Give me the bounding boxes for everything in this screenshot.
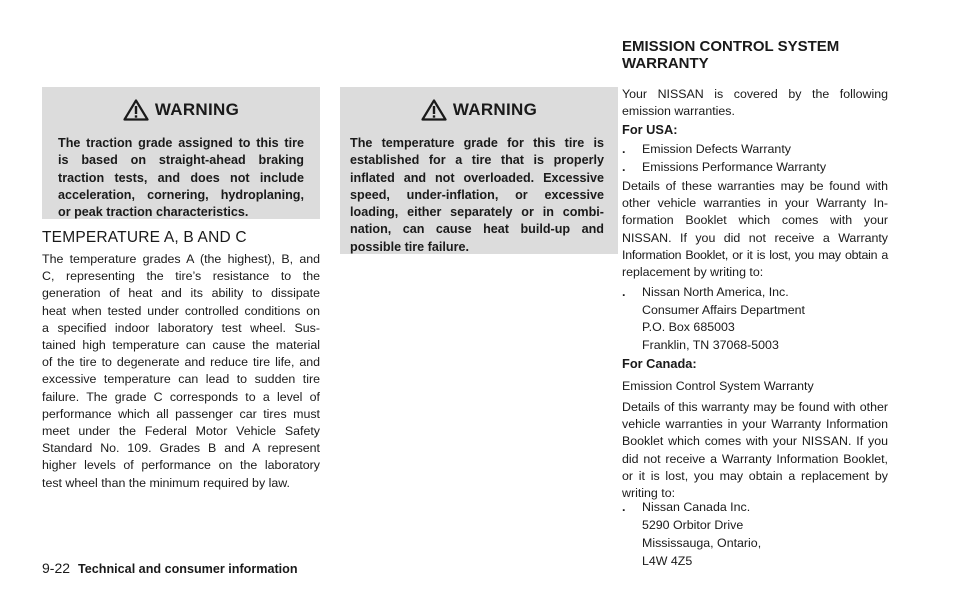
bullet-dot: . [622,500,626,514]
canada-warranty-name: Emission Control System Warranty [622,379,814,393]
warning-triangle-icon [123,99,149,121]
body-line: Standard No. 109. Grades B and A represent [42,441,320,456]
bullet-text: Emission Defects Warranty [642,142,791,156]
body-line: heat when tested under controlled conditions on [42,303,320,318]
warning-line: possible tire failure. [350,239,469,254]
temperature-paragraph [42,251,320,492]
warning-text [350,135,604,256]
body-line: a specified indoor laboratory test wheel. Sus- [42,320,320,335]
body-line: higher levels of performance on the laboratory [42,458,320,473]
bullet-dot: . [622,285,626,299]
usa-details-paragraph [622,178,888,281]
detail-line: Details of this warranty may be found with other [622,400,888,414]
body-line: C, representing the tire’s resistance to the [42,269,320,284]
body-line: tained high temperature can cause the material [42,338,320,353]
address-line: Nissan Canada Inc. [642,500,751,514]
chapter-title: Technical and consumer information [78,562,298,576]
detail-line: NISSAN. If you did not receive a Warranty [622,230,888,245]
detail-line: Details of these warranties may be found with [622,179,888,193]
warning-line: is based on straight-ahead braking [58,153,304,168]
warning-title: WARNING [154,100,240,119]
body-line: failure. The grade C corresponds to a level of [42,389,320,404]
warning-line: inflated and not overloaded. Excessive [350,170,604,185]
warning-line: speed, under-inflation, or excessive [350,187,604,202]
detail-line: other vehicle warranties in your Warranty In- [622,196,888,211]
address-line: Mississauga, Ontario, [642,536,762,550]
body-line: performance which all passenger car tires must [42,406,320,421]
address-line: P.O. Box 685003 [642,320,735,334]
address-line: Franklin, TN 37068-5003 [642,338,779,352]
warning-line: acceleration, cornering, hydroplaning, [58,187,304,202]
intro-paragraph [622,86,888,120]
traction-warning-box [42,87,320,219]
warning-line: loading, either separately or in combi- [350,205,604,220]
warning-line: traction tests, and does not include [58,170,304,185]
warning-line: The traction grade assigned to this tire [58,136,304,150]
warning-line: established for a tire that is properly [350,153,604,168]
title-line: EMISSION CONTROL SYSTEM [622,38,840,55]
warning-title: WARNING [452,100,538,119]
body-line: generation of heat and its ability to dissipate [42,286,320,301]
warning-line: The temperature grade for this tire is [350,136,604,150]
warning-header [42,99,320,121]
page-footer [42,560,298,576]
section-title: TEMPERATURE A, B AND C [42,229,247,246]
body-line: The temperature grades A (the highest), B, and [42,252,320,266]
bullet-dot: . [622,160,626,174]
body-line: of the tire to degenerate and reduce tire life, and [42,355,320,370]
temperature-warning-box [340,87,618,254]
bullet-text: Emissions Performance Warranty [642,160,827,174]
detail-line: writing to: [622,486,676,501]
canada-details-paragraph [622,399,888,502]
warning-text [58,135,304,221]
address-line: L4W 4Z5 [642,554,693,568]
warning-line: or peak traction characteristics. [58,205,249,220]
emission-warranty-title [622,38,839,72]
detail-line: replacement by writing to: [622,265,764,280]
detail-line: vehicle warranties in your Warranty Information [622,417,888,432]
usa-heading: For USA: [622,122,678,137]
body-line: test wheel than the minimum required by law. [42,475,290,490]
warning-header [340,99,618,121]
intro-line: emission warranties. [622,104,735,119]
detail-line: or it is lost, you may obtain a replacement by [622,468,888,483]
detail-line: Information Booklet, or it is lost, you may obtain a [622,247,888,262]
page-number: 9-22 [42,560,71,576]
body-line: excessive temperature can lead to sudden tire [42,372,320,387]
address-line: 5290 Orbitor Drive [642,518,744,532]
detail-line: did not receive a Warranty Information Booklet, [622,451,888,466]
warning-line: nation, can cause heat build-up and [350,222,604,237]
bullet-dot: . [622,142,626,156]
intro-line: Your NISSAN is covered by the following [622,87,888,101]
address-line: Consumer Affairs Department [642,303,805,317]
detail-line: formation Booklet which comes with your [622,213,888,228]
title-line: WARRANTY [622,55,709,72]
address-line: Nissan North America, Inc. [642,285,789,299]
warning-triangle-icon [421,99,447,121]
canada-heading: For Canada: [622,356,697,371]
body-line: meet under the Federal Motor Vehicle Safety [42,424,320,439]
detail-line: Booklet which comes with your NISSAN. If you [622,434,888,449]
